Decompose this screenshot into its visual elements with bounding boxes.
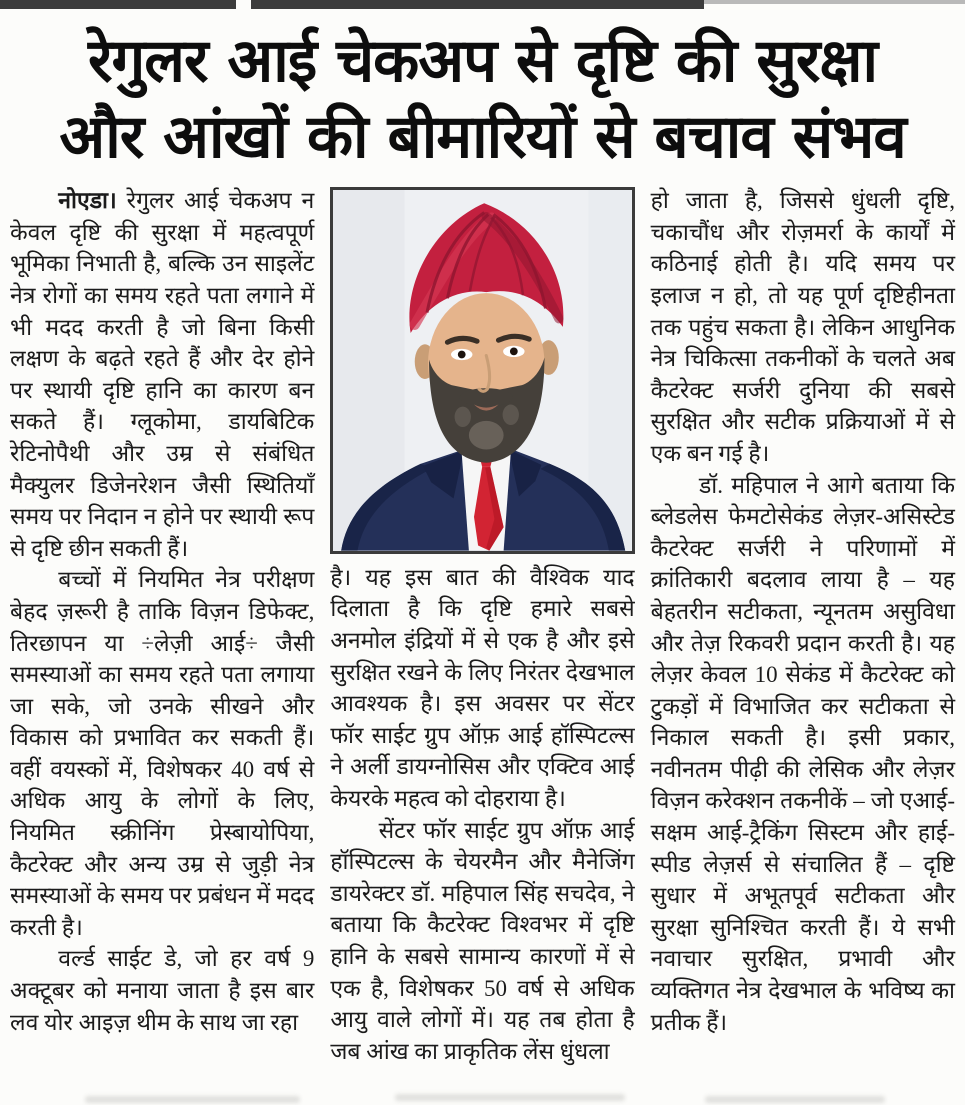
dateline: नोएडा। xyxy=(58,188,117,214)
article-headline xyxy=(0,0,965,181)
headline-line-2: और आंखों की बीमारियों से बचाव संभव xyxy=(59,101,906,172)
top-edge-bar-notch xyxy=(236,0,251,9)
article-paragraph: वर्ल्ड साईट डे, जो हर वर्ष 9 अक्टूबर को मनाया जाता है इस बार लव योर आइज़ थीम के साथ जा रहा xyxy=(10,946,315,1035)
cutoff-text-smudge xyxy=(705,1096,885,1103)
top-edge-bar-dark xyxy=(0,0,704,9)
article-column-middle-text xyxy=(330,562,634,1068)
article-column-left xyxy=(10,185,314,1067)
article-paragraph: हो जाता है, जिससे धुंधली दृष्टि, चकाचौंध और रोज़मर्रा के कार्यों में कठिनाई होती है। यदि समय पर इलाज न हो, तो यह पूर्ण दृष्टिहीनता तक पहुंच सकता है। लेकिन आधुनिक नेत्र चिकित्सा तकनीकों के चलते अब कैटरेक्ट सर्जरी दुनिया की सबसे सुरक्षित और सटीक प्रक्रियाओं में से एक बन गई है। xyxy=(650,188,955,466)
headline-line-1: रेगुलर आई चेकअप से दृष्टि की सुरक्षा xyxy=(87,26,878,96)
article-column-middle xyxy=(330,185,634,1067)
article-paragraph: डॉ. महिपाल ने आगे बताया कि ब्लेडलेस फेमटोसेकंड लेज़र-असिस्टेड कैटरेक्ट सर्जरी ने परिणामों में क्रांतिकारी बदलाव लाया है – यह बेहतरीन सटीकता, न्यूनतम असुविधा और तेज़ रिकवरी प्रदान करती है। यह लेज़र केवल 10 सेकंड में कैटरेक्ट को टुकड़ों में विभाजित कर सटीकता से निकाल सकती है। इसी प्रकार, नवीनतम पीढ़ी की लेसिक और लेज़र विज़न करेक्शन तकनीकें – जो एआई-सक्षम आई-ट्रैकिंग सिस्टम और हाई-स्पीड लेज़र्स से संचालित हैं – दृष्टि सुधार में अभूतपूर्व सटीकता और सुरक्षा सुनिश्चित करती हैं। ये सभी नवाचार सुरक्षित, प्रभावी और व्यक्तिगत नेत्र देखभाल के भविष्य का प्रतीक हैं। xyxy=(650,472,955,1035)
article-paragraph: है। यह इस बात की वैश्विक याद दिलाता है कि दृष्टि हमारे सबसे अनमोल इंद्रियों में से एक है और इसे सुरक्षित रखने के लिए निरंतर देखभाल आवश्यक है। इस अवसर पर सेंटर फॉर साईट ग्रुप ऑफ़ आई हॉस्पिटल्स ने अर्ली डायग्नोसिस और एक्टिव आई केयरके महत्व को दोहराया है। xyxy=(330,564,635,811)
doctor-portrait-photo xyxy=(330,187,634,554)
article-column-right xyxy=(651,185,955,1067)
top-edge-bar-light xyxy=(704,0,965,4)
cutoff-text-smudge xyxy=(395,1094,625,1101)
article-paragraph: सेंटर फॉर साईट ग्रुप ऑफ़ आई हॉस्पिटल्स के चेयरमैन और मैनेजिंग डायरेक्टर डॉ. महिपाल सिंह सचदेव, ने बताया कि कैटरेक्ट विश्वभर में दृष्टि हानि के सबसे सामान्य कारणों में से एक है, विशेषकर 50 वर्ष से अधिक आयु वाले लोगों में। यह तब होता है जब आंख का प्राकृतिक लेंस धुंधला xyxy=(330,817,635,1064)
article-paragraph: नोएडा। रेगुलर आई चेकअप न केवल दृष्टि की सुरक्षा में महत्वपूर्ण भूमिका निभाती है, बल्कि उन साइलेंट नेत्र रोगों का समय रहते पता लगाने में भी मदद करती है जो बिना किसी लक्षण के बढ़ते रहते हैं और देर होने पर स्थायी दृष्टि हानि का कारण बन सकते हैं। ग्लूकोमा, डायबिटिक रेटिनोपैथी और उम्र से संबंधित मैक्युलर डिजेनरेशन जैसी स्थितियाँ समय पर निदान न होने पर स्थायी रूप से दृष्टि छीन सकती हैं। xyxy=(10,188,315,561)
article-columns xyxy=(0,181,965,1067)
doctor-portrait-illustration xyxy=(333,190,631,551)
cutoff-text-smudge xyxy=(85,1096,300,1103)
article-paragraph: बच्चों में नियमित नेत्र परीक्षण बेहद ज़रूरी है ताकि विज़न डिफेक्ट, तिरछापन या ÷लेज़ी आई÷ जैसी समस्याओं का समय रहते पता लगाया जा सके, जो उनके सीखने और विकास को प्रभावित कर सकती हैं। वहीं वयस्कों में, विशेषकर 40 वर्ष से अधिक आयु के लोगों के लिए, नियमित स्क्रीनिंग प्रेस्बायोपिया, कैटरेक्ट और अन्य उम्र से जुड़ी नेत्र समस्याओं के समय पर प्रबंधन में मदद करती है। xyxy=(10,567,315,940)
